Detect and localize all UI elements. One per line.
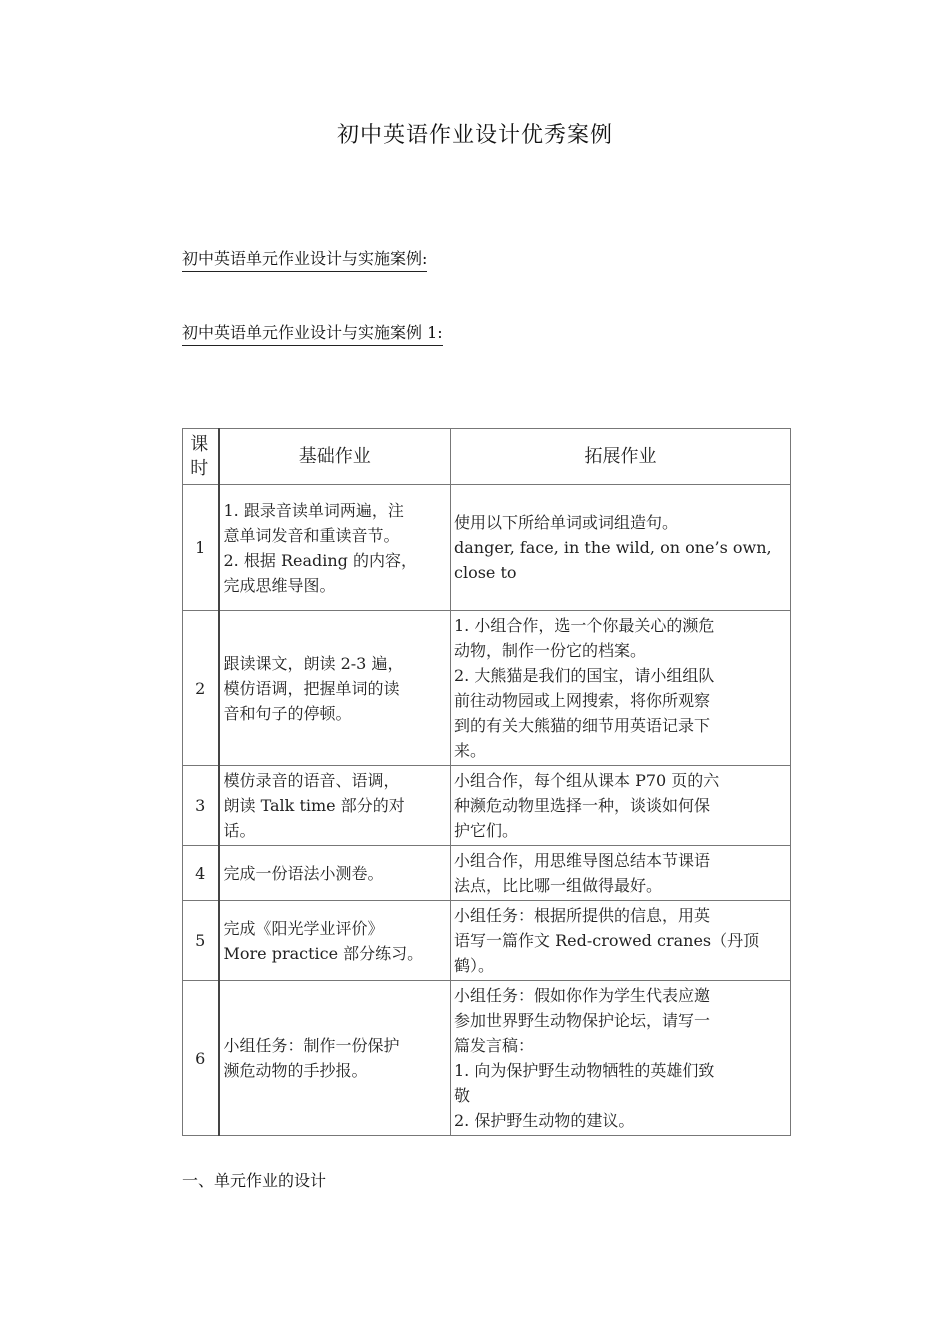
basic-homework-cell bbox=[219, 901, 451, 981]
basic-homework-cell bbox=[219, 981, 451, 1136]
header-basic: 基础作业 bbox=[219, 429, 451, 485]
basic-homework-line: 模仿录音的语音、语调， bbox=[223, 771, 400, 790]
extension-homework-line: 1. 向为保护野生动物牺牲的英雄们致 bbox=[454, 1061, 715, 1080]
extension-homework-line: close to bbox=[454, 563, 517, 582]
table-row bbox=[183, 901, 791, 981]
extension-homework-line: 小组合作，每个组从课本 P70 页的六 bbox=[454, 771, 720, 790]
extension-homework-line: 敬 bbox=[454, 1086, 471, 1105]
basic-homework-line: 音和句子的停顿。 bbox=[223, 703, 352, 723]
extension-homework-cell bbox=[451, 611, 791, 766]
basic-homework-cell bbox=[219, 611, 451, 766]
extension-homework-line: danger, face, in the wild, on one’s own, bbox=[454, 538, 772, 557]
header-lesson-text: 课时 bbox=[190, 433, 211, 479]
basic-homework-line: 模仿语调，把握单词的读 bbox=[223, 678, 400, 698]
basic-homework-line: 朗读 Talk time 部分的对 bbox=[223, 796, 405, 815]
extension-homework-line: 前往动物园或上网搜索，将你所观察 bbox=[454, 691, 711, 710]
extension-homework-line: 小组合作，用思维导图总结本节课语 bbox=[454, 851, 711, 870]
basic-homework-cell bbox=[219, 846, 451, 901]
extension-homework-cell bbox=[451, 981, 791, 1136]
lesson-number: 6 bbox=[183, 981, 219, 1136]
header-extension: 拓展作业 bbox=[451, 429, 791, 485]
extension-homework-line: 鹤）。 bbox=[454, 956, 495, 975]
extension-homework-line: 篇发言稿： bbox=[454, 1036, 535, 1055]
subheading-case-1: 初中英语单元作业设计与实施案例 1: bbox=[182, 320, 443, 346]
basic-homework-line: 完成《阳光学业评价》 bbox=[223, 918, 384, 938]
basic-homework-line: 完成思维导图。 bbox=[223, 575, 336, 595]
extension-homework-line: 1. 小组合作，选一个你最关心的濒危 bbox=[454, 616, 715, 635]
extension-homework-cell bbox=[451, 901, 791, 981]
extension-homework-line: 小组任务：假如你作为学生代表应邀 bbox=[454, 986, 711, 1005]
extension-homework-line: 2. 大熊猫是我们的国宝，请小组组队 bbox=[454, 666, 715, 685]
table-row bbox=[183, 846, 791, 901]
section-heading-unit-design: 一、单元作业的设计 bbox=[182, 1171, 327, 1190]
extension-homework-line: 护它们。 bbox=[454, 821, 519, 840]
basic-homework-line: 意单词发音和重读音节。 bbox=[223, 525, 400, 545]
extension-homework-line: 参加世界野生动物保护论坛，请写一 bbox=[454, 1011, 711, 1030]
table-row bbox=[183, 766, 791, 846]
lesson-number: 5 bbox=[183, 901, 219, 981]
lesson-number: 2 bbox=[183, 611, 219, 766]
lesson-number: 3 bbox=[183, 766, 219, 846]
extension-homework-line: 小组任务：根据所提供的信息，用英 bbox=[454, 906, 711, 925]
extension-homework-cell bbox=[451, 846, 791, 901]
extension-homework-line: 到的有关大熊猫的细节用英语记录下 bbox=[454, 716, 711, 735]
basic-homework-line: 1. 跟录音读单词两遍，注 bbox=[223, 500, 404, 520]
extension-homework-line: 来。 bbox=[454, 741, 487, 760]
table-row bbox=[183, 611, 791, 766]
table-header-row bbox=[183, 429, 791, 485]
extension-homework-line: 使用以下所给单词或词组造句。 bbox=[454, 513, 679, 532]
extension-homework-line: 种濒危动物里选择一种，谈谈如何保 bbox=[454, 796, 711, 815]
table-row bbox=[183, 485, 791, 611]
extension-homework-cell bbox=[451, 766, 791, 846]
lesson-number: 4 bbox=[183, 846, 219, 901]
extension-homework-line: 法点，比比哪一组做得最好。 bbox=[454, 876, 663, 895]
basic-homework-line: More practice 部分练习。 bbox=[223, 943, 424, 963]
basic-homework-cell bbox=[219, 485, 451, 611]
basic-homework-line: 完成一份语法小测卷。 bbox=[223, 863, 384, 883]
extension-homework-line: 语写一篇作文 Red-crowed cranes（丹顶 bbox=[454, 931, 760, 950]
page-title: 初中英语作业设计优秀案例 bbox=[336, 123, 613, 148]
lesson-number: 1 bbox=[183, 485, 219, 611]
basic-homework-cell bbox=[219, 766, 451, 846]
extension-homework-line: 动物，制作一份它的档案。 bbox=[454, 641, 647, 660]
basic-homework-line: 跟读课文，朗读 2-3 遍， bbox=[223, 653, 404, 673]
extension-homework-cell bbox=[451, 485, 791, 611]
basic-homework-line: 濒危动物的手抄报。 bbox=[223, 1061, 368, 1080]
basic-homework-line: 小组任务：制作一份保护 bbox=[223, 1036, 400, 1055]
basic-homework-line: 话。 bbox=[223, 821, 256, 840]
subheading-case-collection: 初中英语单元作业设计与实施案例: bbox=[182, 246, 427, 272]
table-row bbox=[183, 981, 791, 1136]
header-lesson bbox=[183, 429, 219, 485]
basic-homework-line: 2. 根据 Reading 的内容， bbox=[223, 550, 417, 570]
table-body bbox=[183, 485, 791, 1136]
extension-homework-line: 2. 保护野生动物的建议。 bbox=[454, 1111, 635, 1130]
homework-table bbox=[182, 428, 791, 1136]
